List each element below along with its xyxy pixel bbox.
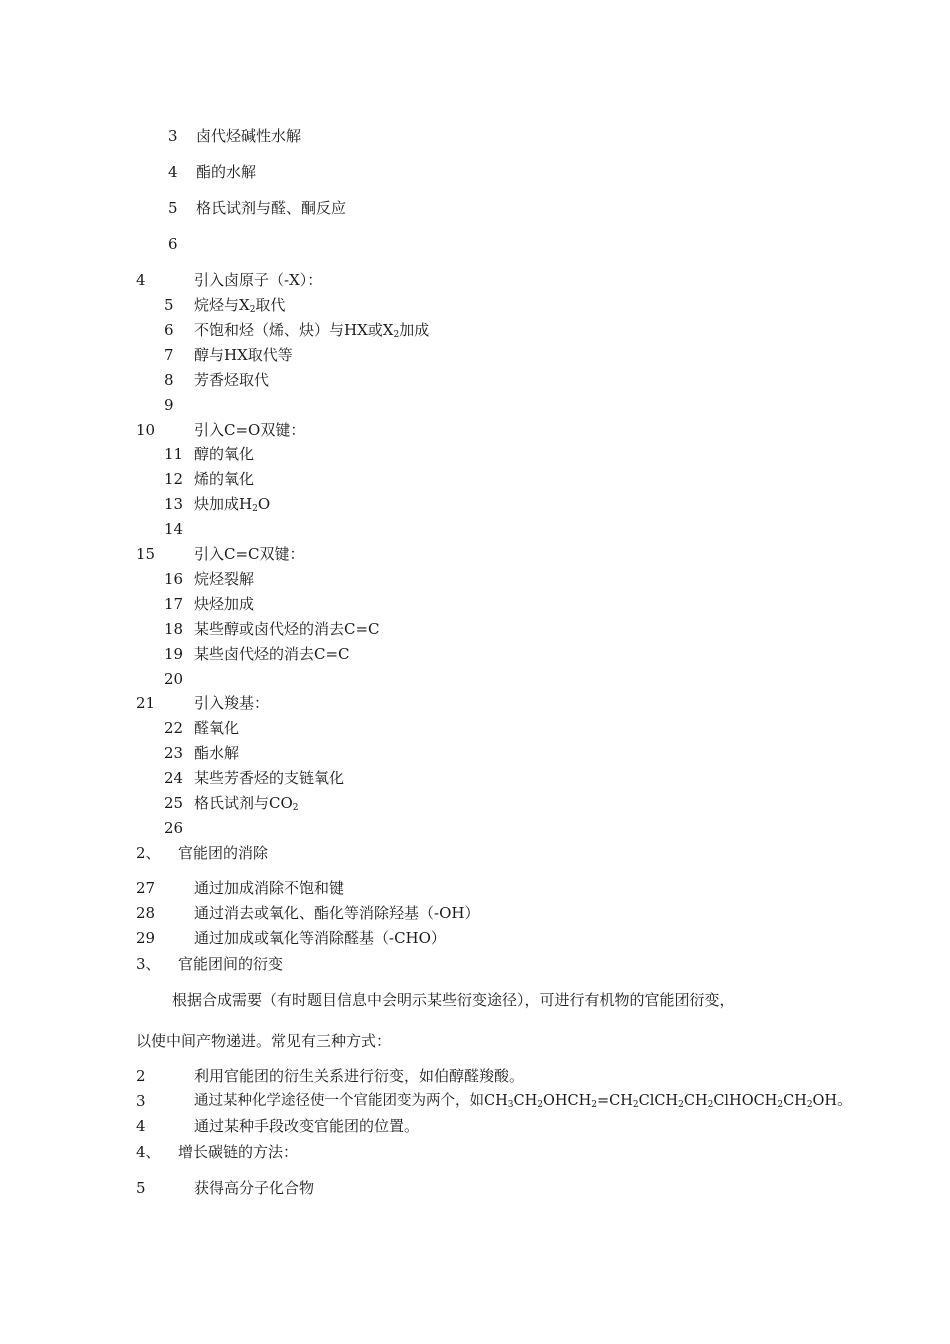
item-number: 5 xyxy=(164,296,174,314)
item-text: 炔烃加成 xyxy=(194,595,255,613)
item-text: 某些芳香烃的支链氧化 xyxy=(194,769,345,787)
item-number: 29 xyxy=(136,929,156,947)
item-text: 通过某种化学途径使一个官能团变为两个，如$CH_3CH_2OHCH_2=CH_2ClCH_2CH_2ClHOCH_2CH_2OH$。 xyxy=(194,1093,852,1110)
item-text: 格氏试剂与醛、酮反应 xyxy=(196,199,347,217)
item-number: 18 xyxy=(164,620,184,638)
paragraph-text: 根据合成需要（有时题目信息中会明示某些衍变途径），可进行有机物的官能团衍变， xyxy=(172,991,735,1009)
item-text: 某些醇或卤代烃的消去C=C xyxy=(194,620,380,638)
heading-text: 引入卤原子（-X）： xyxy=(194,271,323,289)
heading-text: 引入C=C双键： xyxy=(194,545,305,563)
item-text: 获得高分子化合物 xyxy=(194,1179,315,1197)
heading-text: 引入羧基： xyxy=(194,694,270,712)
item-number: 22 xyxy=(164,719,184,737)
item-text: 醇与HX取代等 xyxy=(194,346,293,364)
item-number: 8 xyxy=(164,371,174,389)
section-number: 4、 xyxy=(136,1143,161,1161)
item-number: 3 xyxy=(168,127,178,145)
heading-number: 4 xyxy=(136,271,146,289)
item-number: 25 xyxy=(164,794,184,812)
item-number: 24 xyxy=(164,769,184,787)
item-text: 醛氧化 xyxy=(194,719,240,737)
item-number: 6 xyxy=(164,321,174,339)
section-title: 官能团的消除 xyxy=(178,844,269,862)
item-number: 26 xyxy=(164,819,184,837)
heading-number: 21 xyxy=(136,694,156,712)
item-number: 5 xyxy=(168,199,178,217)
item-text: 某些卤代烃的消去C=C xyxy=(194,645,350,663)
item-text: 酯的水解 xyxy=(196,163,257,181)
item-number: 4 xyxy=(136,1117,146,1135)
item-number: 9 xyxy=(164,396,174,414)
section-title: 官能团间的衍变 xyxy=(178,955,284,973)
item-text: 通过加成或氧化等消除醛基（-CHO） xyxy=(194,929,446,947)
item-number: 7 xyxy=(164,346,174,364)
section-number: 2、 xyxy=(136,844,161,862)
item-number: 11 xyxy=(164,445,184,463)
item-text: 烷烃与$X_2$取代 xyxy=(194,296,286,315)
section-number: 3、 xyxy=(136,955,161,973)
item-text: 烯的氧化 xyxy=(194,470,255,488)
item-number: 4 xyxy=(168,163,178,181)
item-number: 19 xyxy=(164,645,184,663)
section-title: 增长碳链的方法： xyxy=(178,1143,299,1161)
item-text: 醇的氧化 xyxy=(194,445,255,463)
item-number: 12 xyxy=(164,470,184,488)
item-number: 16 xyxy=(164,570,184,588)
item-text: 酯水解 xyxy=(194,744,240,762)
item-number: 2 xyxy=(136,1067,146,1085)
heading-number: 15 xyxy=(136,545,156,563)
item-number: 14 xyxy=(164,520,184,538)
item-number: 23 xyxy=(164,744,184,762)
item-number: 13 xyxy=(164,495,184,513)
item-number: 28 xyxy=(136,904,156,922)
heading-text: 引入C=O双键： xyxy=(194,421,306,439)
item-number: 5 xyxy=(136,1179,146,1197)
paragraph-text: 以使中间产物递进。常见有三种方式： xyxy=(136,1032,392,1050)
item-number: 20 xyxy=(164,670,184,688)
item-text: 卤代烃碱性水解 xyxy=(196,127,302,145)
item-text: 格氏试剂与$CO_2$ xyxy=(194,794,299,813)
item-number: 17 xyxy=(164,595,184,613)
item-text: 芳香烃取代 xyxy=(194,371,270,389)
item-text: 烷烃裂解 xyxy=(194,570,255,588)
item-text: 通过消去或氧化、酯化等消除羟基（-OH） xyxy=(194,904,480,922)
item-number: 6 xyxy=(168,235,178,253)
item-text: 炔加成$H_2O$ xyxy=(194,495,271,514)
item-number: 3 xyxy=(136,1092,146,1110)
item-text: 不饱和烃（烯、炔）与HX或$X_2$加成 xyxy=(194,321,430,340)
item-number: 27 xyxy=(136,879,156,897)
item-text: 通过某种手段改变官能团的位置。 xyxy=(194,1117,420,1135)
item-text: 利用官能团的衍生关系进行衍变，如伯醇醛羧酸。 xyxy=(194,1067,525,1085)
item-text: 通过加成消除不饱和键 xyxy=(194,879,345,897)
heading-number: 10 xyxy=(136,421,156,439)
